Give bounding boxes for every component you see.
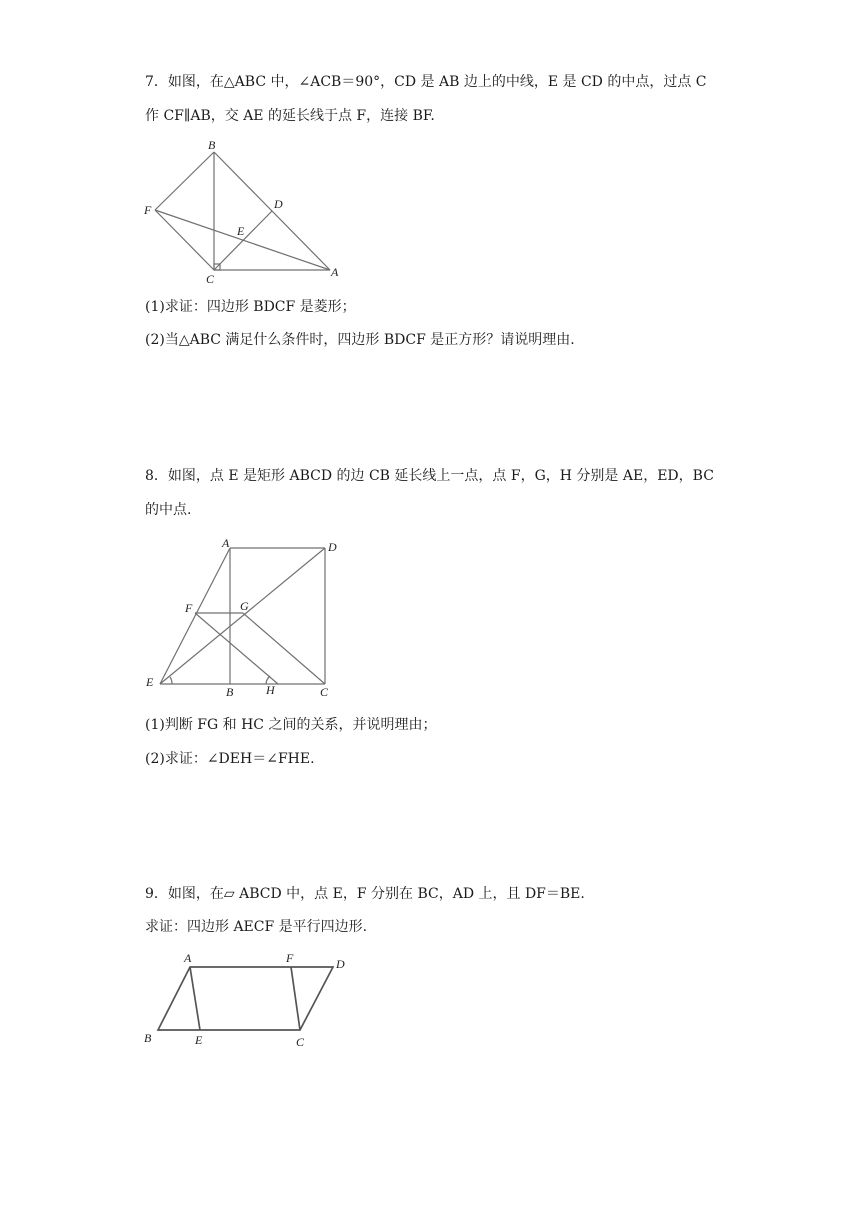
label-E: E [237,224,245,238]
segment-ED [160,548,325,684]
label-F: F [144,203,152,217]
label-A: A [331,265,339,279]
label-E: E [146,675,154,689]
problem-9-figure [140,945,360,1055]
label-D: D [274,197,283,211]
label-F: F [286,951,294,965]
parallelogram-ABCD [158,967,333,1030]
label-E: E [195,1033,203,1047]
label-C: C [320,685,329,699]
label-B: B [144,1031,152,1045]
problem-8-part-2: (2)求证：∠DEH＝∠FHE. [145,751,315,767]
problem-8-line-2: 的中点. [145,502,192,518]
label-D: D [328,540,337,554]
segment-FC [291,967,300,1030]
label-H: H [266,683,275,697]
problem-7-part-1: (1)求证：四边形 BDCF 是菱形； [145,299,356,315]
label-D: D [336,957,345,971]
label-A: A [222,536,230,550]
angle-mark-E [170,677,172,684]
problem-7-figure [140,135,350,290]
problem-8-part-1: (1)判断 FG 和 HC 之间的关系，并说明理由； [145,717,437,733]
label-C: C [206,272,215,286]
problem-7-part-2: (2)当△ABC 满足什么条件时，四边形 BDCF 是正方形？请说明理由. [145,332,575,348]
label-F: F [185,601,193,615]
label-C: C [296,1035,305,1049]
problem-9-line-2: 求证：四边形 AECF 是平行四边形. [145,919,368,935]
problem-8-line-1: 8．如图，点 E 是矩形 ABCD 的边 CB 延长线上一点，点 F，G，H 分别是 AE，ED，BC [145,468,714,484]
segment-FA [155,210,330,270]
label-G: G [240,599,249,613]
segment-GC [243,613,325,684]
problem-9-line-1: 9．如图，在▱ ABCD 中，点 E，F 分别在 BC，AD 上，且 DF＝BE. [145,886,585,902]
problem-8-figure [140,530,350,700]
segment-EA [160,548,230,684]
segment-FC [155,210,214,270]
label-A: A [184,951,192,965]
problem-7-line-2: 作 CF∥AB，交 AE 的延长线于点 F，连接 BF. [145,108,435,124]
label-B: B [208,138,216,152]
segment-FH [195,613,278,684]
problem-7-line-1: 7．如图，在△ABC 中，∠ACB＝90°，CD 是 AB 边上的中线，E 是 CD 的中点，过点 C [145,74,707,90]
segment-AE [190,967,200,1030]
label-B: B [226,685,234,699]
segment-BF [155,152,214,210]
